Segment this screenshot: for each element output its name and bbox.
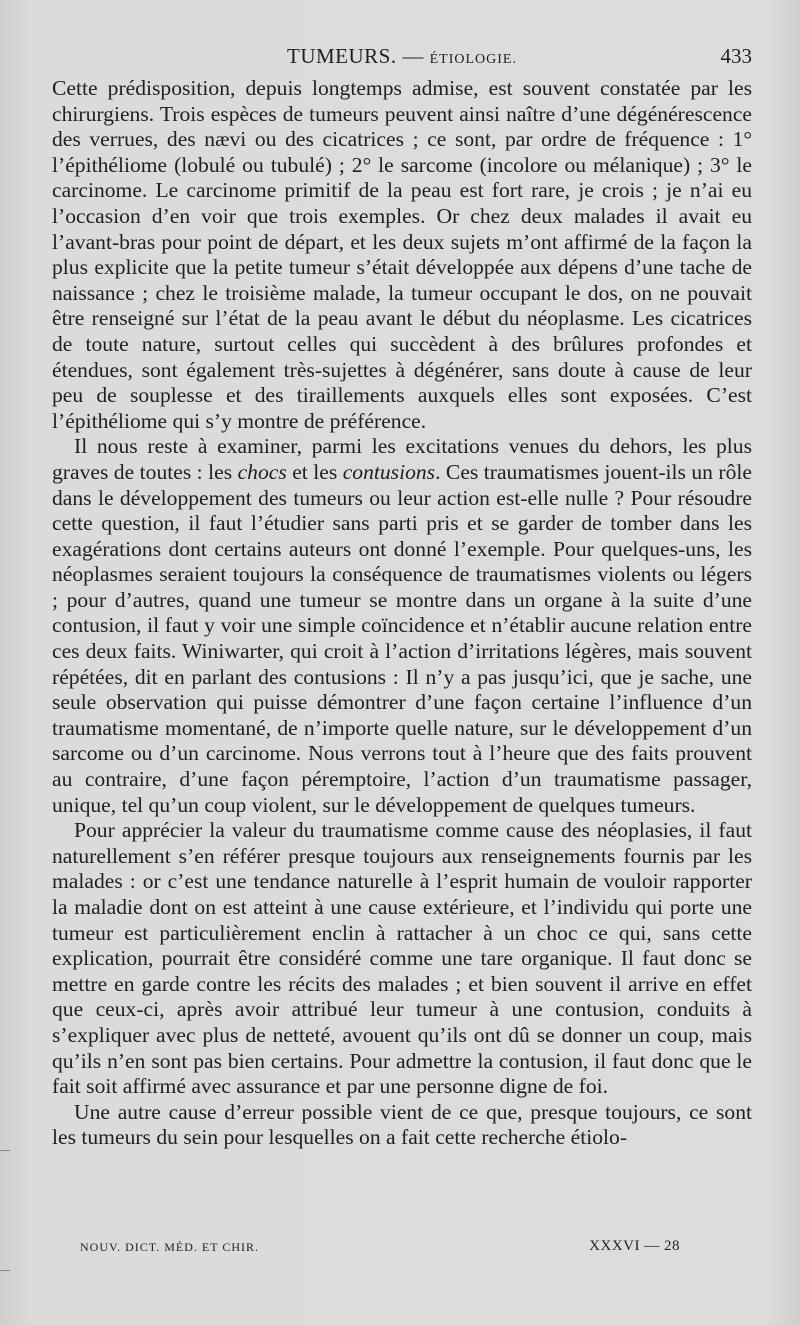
paragraph-2-part-b: et les <box>286 459 343 484</box>
running-title-dash: — <box>396 44 430 68</box>
edge-mark <box>0 1270 10 1271</box>
paragraph-2-part-c: . Ces traumatismes jouent-ils un rôle dans le développement des tumeurs ou leur action est-elle nulle ? Pour résoudre cette question, il faut l’étudier sans parti pris et se garder de tomber dans les exagérations dont certains auteurs ont donné l’exemple. Pour quelques-uns, les néoplasmes seraient toujours la conséquence de traumatismes violents ou légers ; pour d’autres, quand une tumeur se montre dans un organe à la suite d’une contusion, il faut y voir une simple coïncidence et n’établir aucune relation entre ces deux faits. Winiwarter, qui croit à l’action d’irritations légères, mais souvent répétées, dit en parlant des contusions : Il n’y a pas jusqu’ici, que je sache, une seule observation qui puisse démontrer d’une façon certaine l’influence d’un traumatisme momentané, de n’importe quelle nature, sur le développement d’un sarcome ou d’un carcinome. Nous verrons tout à l’heure que des faits prouvent au contraire, d’une façon péremptoire, l’action d’un traumatisme passager, unique, tel qu’un coup violent, sur le développement de quelques tumeurs. <box>52 459 752 817</box>
paragraph-4: Une autre cause d’erreur possible vient de ce que, presque toujours, ce sont les tumeurs du sein pour lesquelles on a fait cette recherche étiolo- <box>52 1099 752 1150</box>
running-title-main: TUMEURS. <box>287 44 397 68</box>
body-text <box>52 76 752 1151</box>
page-number: 433 <box>720 44 752 68</box>
page-header <box>52 44 752 72</box>
paragraph-3: Pour apprécier la valeur du traumatisme comme cause des néoplasies, il faut naturellement s’en référer presque toujours aux renseignements fournis par les malades : or c’est une tendance naturelle à l’esprit humain de vouloir rapporter la maladie dont on est atteint à une cause extérieure, et l’individu qui porte une tumeur est particulièrement enclin à rattacher à un choc ce qui, sans cette explication, pourrait être considéré comme une tare organique. Il faut donc se mettre en garde contre les récits des malades ; et bien souvent il arrive en effet que ceux-ci, après avoir attribué leur tumeur à une contusion, conduits à s’expliquer avec plus de netteté, avouent qu’ils ont dû se donner un coup, mais qu’ils n’en sont pas bien certains. Pour admettre la contusion, il faut donc que le fait soit affirmé avec assurance et par une personne digne de foi. <box>52 818 752 1099</box>
running-title-sub: ÉTIOLOGIE. <box>429 52 517 67</box>
term-chocs: chocs <box>237 459 287 484</box>
edge-mark <box>0 1150 10 1151</box>
paragraph-2 <box>52 434 752 818</box>
term-contusions: contusions <box>342 459 436 484</box>
page-footer <box>80 1240 680 1262</box>
running-title <box>52 44 752 69</box>
footer-signature: NOUV. DICT. MÉD. ET CHIR. <box>80 1240 260 1254</box>
footer-sheet-number: XXXVI — 28 <box>589 1238 680 1254</box>
paragraph-1: Cette prédisposition, depuis longtemps admise, est souvent constatée par les chirurgiens. Trois espèces de tumeurs peuvent ainsi naître d’une dégénérescence des verrues, des nævi ou des cicatrices ; ce sont, par ordre de fréquence : 1° l’épithéliome (lobulé ou tubulé) ; 2° le sarcome (incolore ou mélanique) ; 3° le carcinome. Le carcinome primitif de la peau est fort rare, je crois ; je n’ai eu l’occasion d’en voir que trois exemples. Or chez deux malades il avait eu l’avant-bras pour point de départ, et les deux sujets m’ont affirmé de la façon la plus explicite que la petite tumeur s’était développée aux dépens d’une tache de naissance ; chez le troisième malade, la tumeur occupant le dos, on ne pouvait être renseigné sur l’état de la peau avant le début du néoplasme. Les cicatrices de toute nature, surtout celles qui succèdent à des brûlures profondes et étendues, sont également très-sujettes à dégénérer, sans doute à cause de leur peu de souplesse et des tiraillements auxquels elles sont exposées. C’est l’épithéliome qui s’y montre de préférence. <box>52 76 752 433</box>
paragraph-2-part-a: Il nous reste à examiner, parmi les excitations venues du dehors, les plus graves de toutes : les <box>52 434 752 484</box>
